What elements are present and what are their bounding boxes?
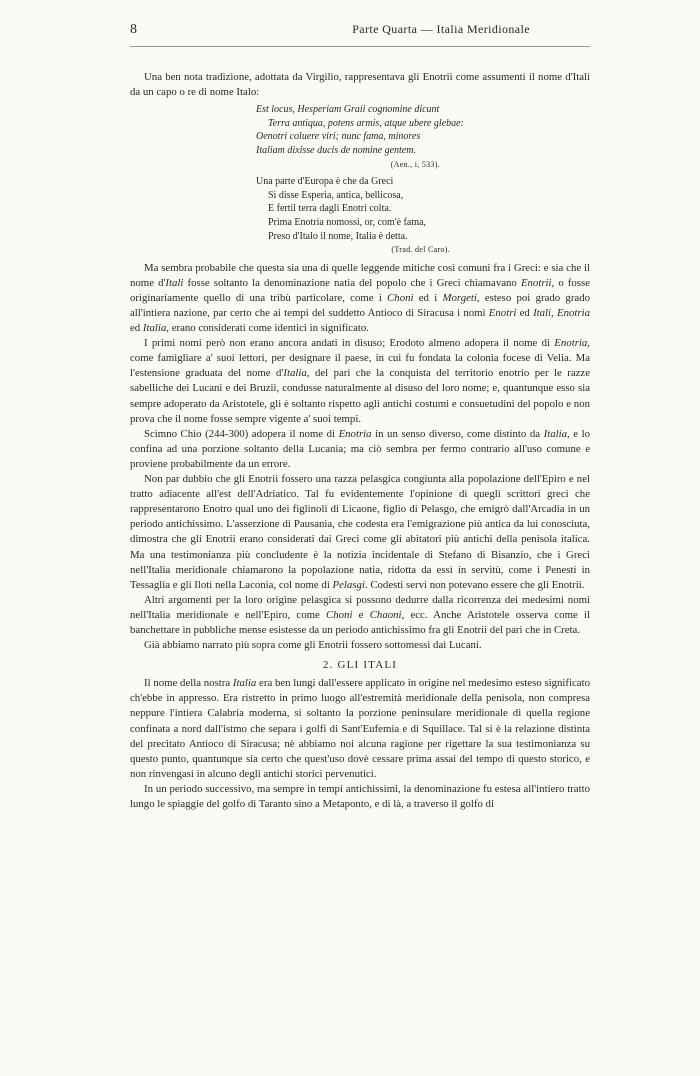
verse-line: Est locus, Hesperiam Graii cognomine dicunt xyxy=(256,104,440,116)
latin-verse xyxy=(256,103,590,171)
paragraph: Già abbiamo narrato più sopra come gli Enotrii fossero sottomessi dai Lucani. xyxy=(144,639,482,652)
paragraph: In un periodo successivo, ma sempre in tempi antichissimi, la denominazione fu estesa all'intiero tratto lungo le spiaggie del golfo di Taranto sino a Metaponto, e di là, a traverso il golfo di xyxy=(130,782,590,810)
verse-line: Prima Enotria nomossi, or, com'è fama, xyxy=(268,216,427,228)
italian-citation: (Trad. del Caro). xyxy=(391,245,450,255)
intro-paragraph: Una ben nota tradizione, adottata da Virgilio, rappresentava gli Enotrii come assumenti il nome d'Itali da un capo o re di nome Italo: xyxy=(130,71,590,99)
page-body xyxy=(130,70,590,812)
verse-line: Si disse Esperia, antica, bellicosa, xyxy=(268,189,404,201)
paragraph: I primi nomi però non erano ancora andati in disuso; Erodoto almeno adopera il nome di Enotria, come famigliare a' suoi lettori, per designare il paese, in cui fu fondata la colonia focese di Velia. Ma l'estensione graduata del nome d'Italia, del pari che la conquista del territorio enotrio per le razze sabelliche dei Lucani e dei Bruzii, condusse naturalmente al disuso del loro nome; e, quantunque esso sia sempre adoperato da Aristotele, gli è soltanto rispetto agli antichi costumi e consuetudini del popolo e non prova che il nome fosse sempre vigente a' suoi tempi. xyxy=(130,337,590,425)
verse-line: Italiam dixisse ducis de nomine gentem. xyxy=(256,144,416,156)
verse-line: Una parte d'Europa è che da Greci xyxy=(256,176,394,188)
header-rule xyxy=(130,46,590,47)
paragraph: Altri argomenti per la loro origine pelasgica si possono dedurre dalla ricorrenza dei medesimi nomi nell'Italia meridionale e nell'Epiro, come Choni e Chaoni, ecc. Anche Aristotele osserva come il banchettare in pubbliche mense esistesse da un periodo antichissimo fra gli Enotrii del pari che in Creta. xyxy=(130,593,591,636)
verse-line: Terra antiqua, potens armis, atque ubere glebae: xyxy=(268,117,464,129)
paragraph: Il nome della nostra Italia era ben lungi dall'essere applicato in origine nel medesimo esteso significato ch'ebbe in appresso. Era ristretto in primo luogo all'estremità meridionale della penisola, non compresa neppure l'intiera Calabria moderna, si soltanto la porzione peninsulare meridionale di quella regione confinata a nord dall'istmo che separa i golfi di Sant'Eufemia e di Squillace. Tal si è la relazione distinta del precitato Antioco di Siracusa; nè abbiamo noi alcuna ragione per rigettare la sua testimonianza su questo punto, quantunque sia certo che quest'uso dovè cessare prima assai del tempo di questo storico, e non rinvengasi in alcuno degli antichi storici pervenutici. xyxy=(130,677,590,780)
verse-line: Preso d'Italo il nome, Italia è detta. xyxy=(268,230,408,242)
running-title: Parte Quarta — Italia Meridionale xyxy=(352,22,530,36)
page-header xyxy=(130,22,590,38)
paragraph: Scimno Chio (244-300) adopera il nome di Enotria in un senso diverso, come distinto da Italia, e lo confina ad una porzione soltanto della Lucania; ma ciò sembra per fermo contrario all'uso comune e proviene probabilmente da un errore. xyxy=(130,427,590,470)
paragraph: Ma sembra probabile che questa sia una di quelle leggende mitiche così comuni fra i Greci: e sia che il nome d'Itali fosse soltanto la denominazione natia del popolo che i Greci chiamavano Enotrii, o fosse originariamente quello di una tribù particolare, come i Choni ed i Morgeti, esteso poi grado grado all'intiera nazione, par certo che ai tempi del suddetto Antioco di Siracusa i nomi Enotri ed Itali, Enotria ed Italia, erano considerati come identici in significato. xyxy=(130,261,591,335)
paragraph: Non par dubbio che gli Enotrii fossero una razza pelasgica congiunta alla popolazione dell'Epiro e nel tratto adiacente all'est dell'Adriatico. Tal fu evidentemente l'opinione di quegli scrittori greci che rappresentarono Enotro qual uno dei figlinoli di Licaone, figlio di Pelasgo, che emigrò dall'Arcadia in un periodo antichissimo. L'asserzione di Pausania, che codesta era l'emigrazione più antica da lui conosciuta, dimostra che gli Enotrii erano considerati dai Greci come gli abitatori più antichi della penisola italica. Ma una testimonianza più concludente è la notizia incidentale di Stefano di Bisanzio, che i Greci nell'Italia meridionale chiamarono la popolazione natia, ridotta da essi in servitù, come i Penesti in Tessaglia e gli Iloti nella Laconia, col nome di Pelasgi. Codesti servi non potevano essere che gli Enotrii. xyxy=(130,473,590,591)
latin-citation: (Aen., i, 533). xyxy=(390,159,440,169)
section-title: 2. GLI ITALI xyxy=(322,659,398,672)
verse-line: E fertil terra dagli Enotri colta. xyxy=(268,203,392,215)
italian-verse xyxy=(256,175,590,257)
page-number: 8 xyxy=(130,22,138,37)
verse-line: Oenotri coluere viri; nunc fama, minores xyxy=(256,131,421,143)
